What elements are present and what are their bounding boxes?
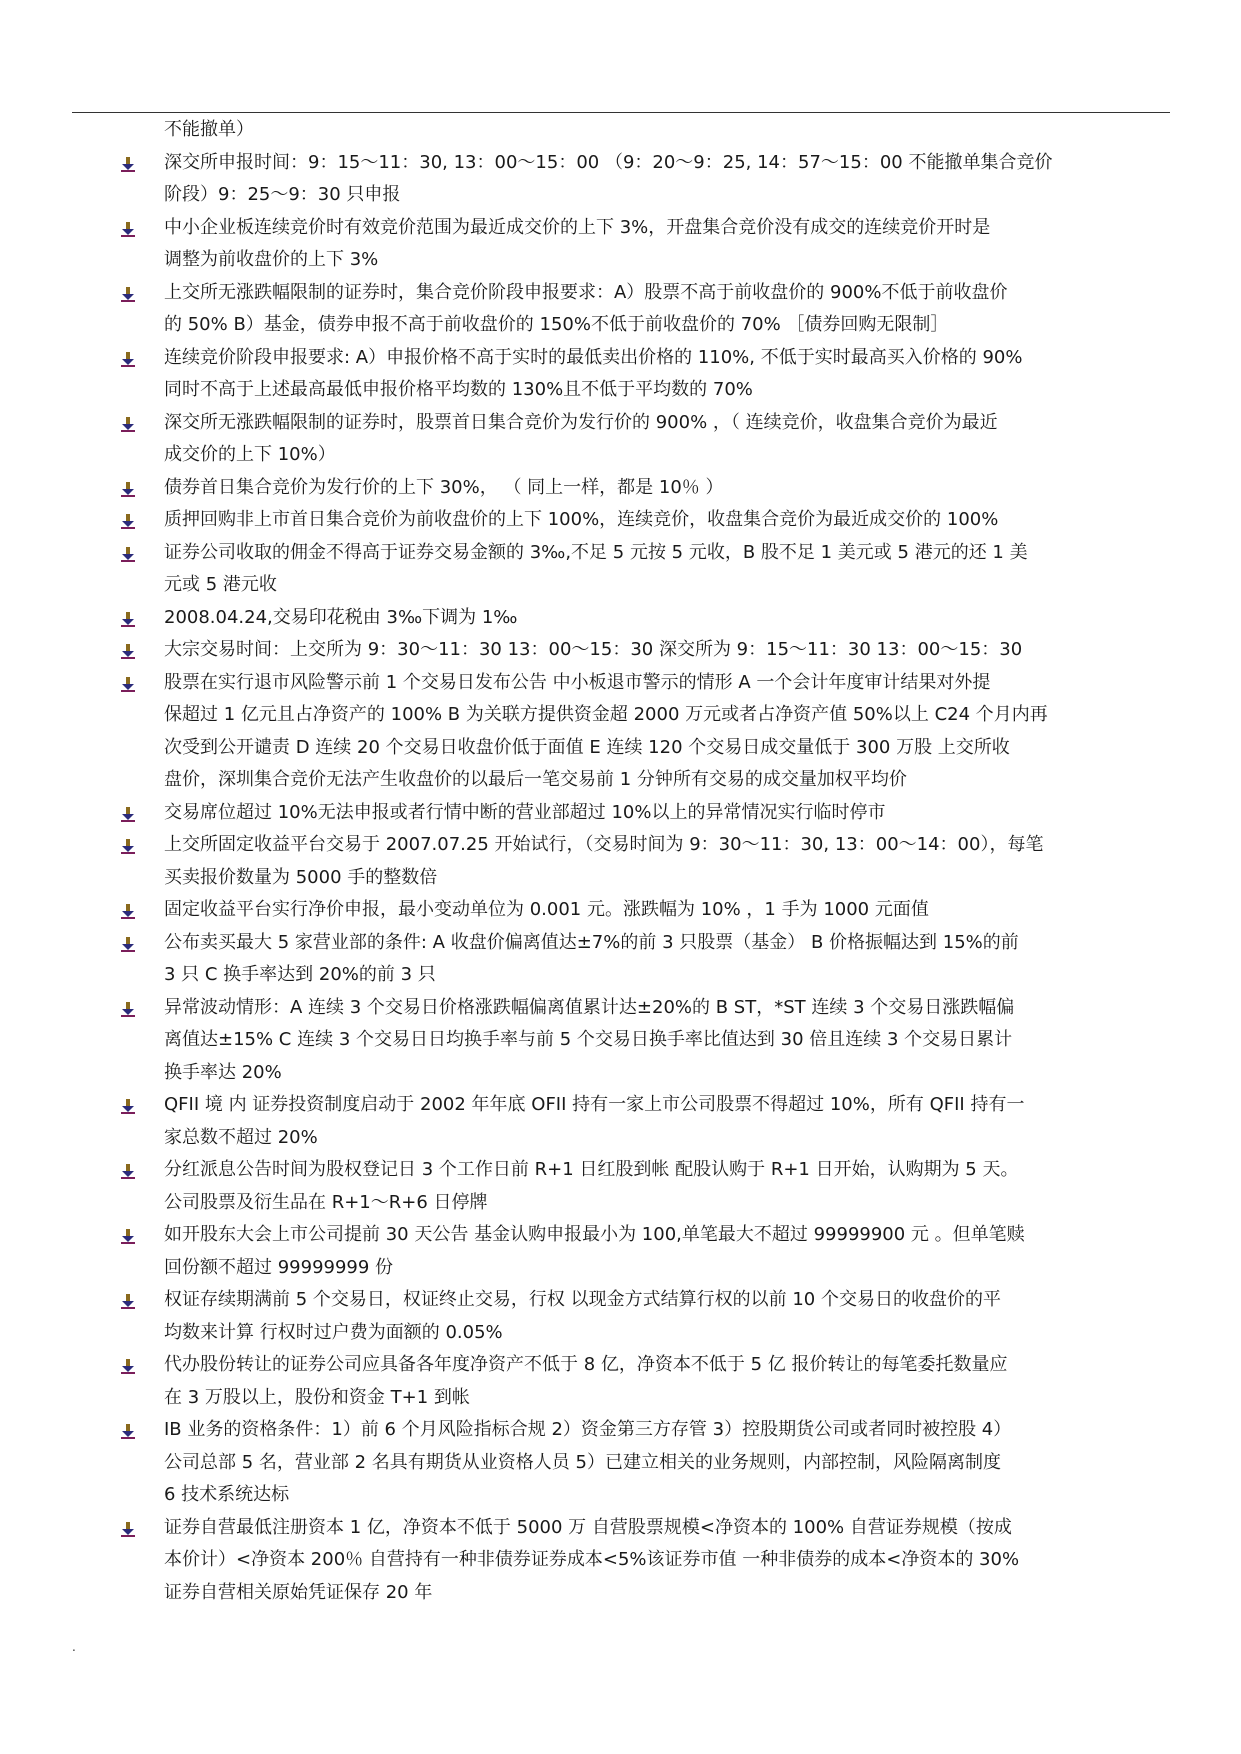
list-item-text: 质押回购非上市首日集合竞价为前收盘价的上下 100%，连续竞价，收盘集合竞价为最近成交价的 100% <box>164 509 999 530</box>
bullet-arrow-icon <box>120 546 136 562</box>
bullet-arrow-icon <box>120 1228 136 1244</box>
list-item-text: 连续竞价阶段申报要求: A）申报价格不高于实时的最低卖出价格的 110%, 不低于实时最高买入价格的 90% <box>164 346 1023 368</box>
list-item-text: 异常波动情形：A 连续 3 个交易日价格涨跌幅偏离值累计达±20%的 B ST，*ST 连续 3 个交易日涨跌幅偏 <box>164 996 1015 1018</box>
list-item <box>120 147 1172 212</box>
list-item-text: 元或 5 港元收 <box>164 574 277 595</box>
document-body <box>120 114 1172 1609</box>
bullet-arrow-icon <box>120 676 136 692</box>
list-item-text: 证券自营相关原始凭证保存 20 年 <box>164 1581 433 1603</box>
list-item <box>120 1414 1172 1512</box>
list-item-text: 回份额不超过 99999999 份 <box>164 1256 394 1278</box>
bullet-arrow-icon <box>120 1358 136 1374</box>
list-item <box>120 1512 1172 1610</box>
list-item-text: 大宗交易时间：上交所为 9：30～11：30 13：00～15：30 深交所为 9：15～11：30 13：00～15：30 <box>164 639 1023 660</box>
list-item <box>120 537 1172 602</box>
bullet-arrow-icon <box>120 806 136 822</box>
list-item-text: 深交所无涨跌幅限制的证券时，股票首日集合竞价为发行价的 900% ，（ 连续竞价，收盘集合竞价为最近 <box>164 411 998 433</box>
bullet-arrow-icon <box>120 1521 136 1537</box>
list-item <box>120 829 1172 894</box>
list-item-text: 阶段）9：25～9：30 只申报 <box>164 184 401 205</box>
list-item <box>120 1349 1172 1414</box>
list-item <box>120 277 1172 342</box>
bullet-arrow-icon <box>120 1163 136 1179</box>
list-item-text: 债券首日集合竞价为发行价的上下 30%， （ 同上一样，都是 10％ ） <box>164 476 724 498</box>
bullet-arrow-icon <box>120 351 136 367</box>
list-item <box>120 797 1172 830</box>
list-item-text: 换手率达 20% <box>164 1061 282 1083</box>
list-item-text: IB 业务的资格条件：1）前 6 个月风险指标合规 2）资金第三方存管 3）控股期货公司或者同时被控股 4） <box>164 1419 1012 1440</box>
list-item-text: 本价计）<净资本 200％ 自营持有一种非债券证券成本<5%该证券市值 一种非债券的成本<净资本的 30% <box>164 1549 1020 1570</box>
list-item <box>120 1154 1172 1219</box>
list-item-text: 中小企业板连续竞价时有效竞价范围为最近成交价的上下 3%，开盘集合竞价没有成交的连续竞价开时是 <box>164 216 991 238</box>
list-item <box>120 992 1172 1090</box>
list-item-text: 3 只 C 换手率达到 20%的前 3 只 <box>164 964 436 985</box>
bullet-list <box>120 147 1172 1610</box>
list-item-text: 2008.04.24,交易印花税由 3‰下调为 1‰ <box>164 606 518 628</box>
list-item-text: 上交所固定收益平台交易于 2007.07.25 开始试行，（交易时间为 9：30～11：30, 13：00～14：00），每笔 <box>164 834 1044 855</box>
footer-mark: . <box>72 1640 76 1654</box>
list-item <box>120 407 1172 472</box>
list-item <box>120 667 1172 797</box>
bullet-arrow-icon <box>120 1293 136 1309</box>
list-item <box>120 342 1172 407</box>
list-item-text: 盘价，深圳集合竞价无法产生收盘价的以最后一笔交易前 1 分钟所有交易的成交量加权平均价 <box>164 769 907 790</box>
list-item <box>120 1284 1172 1349</box>
list-item-text: 同时不高于上述最高最低申报价格平均数的 130%且不低于平均数的 70% <box>164 379 753 400</box>
list-item-text: 保超过 1 亿元且占净资产的 100% B 为关联方提供资金超 2000 万元或者占净资产值 50%以上 C24 个月内再 <box>164 704 1048 725</box>
list-item <box>120 1089 1172 1154</box>
list-item-text: 在 3 万股以上，股份和资金 T+1 到帐 <box>164 1386 470 1408</box>
list-item-text: 交易席位超过 10%无法申报或者行情中断的营业部超过 10%以上的异常情况实行临时停市 <box>164 801 886 823</box>
list-item-text: 家总数不超过 20% <box>164 1126 318 1148</box>
bullet-arrow-icon <box>120 903 136 919</box>
list-item-text: 次受到公开谴责 D 连续 20 个交易日收盘价低于面值 E 连续 120 个交易日成交量低于 300 万股 上交所收 <box>164 736 1010 758</box>
list-item-text: 的 50% B）基金，债券申报不高于前收盘价的 150%不低于前收盘价的 70% ［债券回购无限制］ <box>164 314 949 335</box>
bullet-arrow-icon <box>120 611 136 627</box>
bullet-arrow-icon <box>120 1423 136 1439</box>
bullet-arrow-icon <box>120 481 136 497</box>
list-item-text: 代办股份转让的证券公司应具备各年度净资产不低于 8 亿，净资本不低于 5 亿 报价转让的每笔委托数量应 <box>164 1354 1008 1375</box>
list-item <box>120 504 1172 537</box>
list-item <box>120 927 1172 992</box>
list-item-text: 权证存续期满前 5 个交易日，权证终止交易，行权 以现金方式结算行权的以前 10 个交易日的收盘价的平 <box>164 1289 1001 1310</box>
list-item <box>120 212 1172 277</box>
list-item-text: 6 技术系统达标 <box>164 1484 290 1505</box>
bullet-arrow-icon <box>120 643 136 659</box>
list-item-text: 股票在实行退市风险警示前 1 个交易日发布公告 中小板退市警示的情形 A 一个会计年度审计结果对外提 <box>164 671 991 693</box>
bullet-arrow-icon <box>120 513 136 529</box>
list-item <box>120 894 1172 927</box>
list-item-text: 成交价的上下 10%） <box>164 444 336 465</box>
list-item-text: 证券自营最低注册资本 1 亿，净资本不低于 5000 万 自营股票规模<净资本的 100% 自营证券规模（按成 <box>164 1516 1012 1538</box>
list-item-text: 均数来计算 行权时过户费为面额的 0.05% <box>164 1321 503 1343</box>
bullet-arrow-icon <box>120 286 136 302</box>
list-item-text: 固定收益平台实行净价申报，最小变动单位为 0.001 元。涨跌幅为 10% ，1 手为 1000 元面值 <box>164 899 929 920</box>
list-item-text: 离值达±15% C 连续 3 个交易日日均换手率与前 5 个交易日换手率比值达到 30 倍且连续 3 个交易日累计 <box>164 1029 1013 1050</box>
bullet-arrow-icon <box>120 1098 136 1114</box>
list-item-text: 公布卖买最大 5 家营业部的条件: A 收盘价偏离值达±7%的前 3 只股票（基金） B 价格振幅达到 15%的前 <box>164 931 1019 953</box>
list-item-text: 调整为前收盘价的上下 3% <box>164 249 379 270</box>
list-item <box>120 472 1172 505</box>
continuation-line: 不能撤单） <box>164 119 254 140</box>
list-item <box>120 602 1172 635</box>
list-item-text: 证券公司收取的佣金不得高于证券交易金额的 3‰,不足 5 元按 5 元收，B 股不足 1 美元或 5 港元的还 1 美 <box>164 541 1028 563</box>
bullet-arrow-icon <box>120 221 136 237</box>
list-item-text: 如开股东大会上市公司提前 30 天公告 基金认购申报最小为 100,单笔最大不超过 99999900 元 。但单笔赎 <box>164 1224 1025 1245</box>
list-item-text: 买卖报价数量为 5000 手的整数倍 <box>164 866 438 888</box>
list-item-text: 上交所无涨跌幅限制的证券时，集合竞价阶段申报要求：A）股票不高于前收盘价的 900%不低于前收盘价 <box>164 281 1008 303</box>
list-item-text: 公司总部 5 名，营业部 2 名具有期货从业资格人员 5）已建立相关的业务规则，内部控制，风险隔离制度 <box>164 1451 1001 1473</box>
list-item-text: 公司股票及衍生品在 R+1～R+6 日停牌 <box>164 1191 488 1213</box>
bullet-arrow-icon <box>120 156 136 172</box>
bullet-arrow-icon <box>120 416 136 432</box>
list-item-text: 分红派息公告时间为股权登记日 3 个工作日前 R+1 日红股到帐 配股认购于 R+1 日开始，认购期为 5 天。 <box>164 1159 1019 1180</box>
bullet-arrow-icon <box>120 936 136 952</box>
bullet-arrow-icon <box>120 838 136 854</box>
list-item-text: 深交所申报时间：9：15～11：30, 13：00～15：00 （9：20～9：25, 14：57～15：00 不能撤单集合竞价 <box>164 151 1053 173</box>
list-item-text: QFII 境 内 证券投资制度启动于 2002 年年底 OFII 持有一家上市公司股票不得超过 10%，所有 QFII 持有一 <box>164 1094 1025 1115</box>
list-item <box>120 634 1172 667</box>
list-item <box>120 1219 1172 1284</box>
bullet-arrow-icon <box>120 1001 136 1017</box>
header-rule <box>72 112 1170 113</box>
